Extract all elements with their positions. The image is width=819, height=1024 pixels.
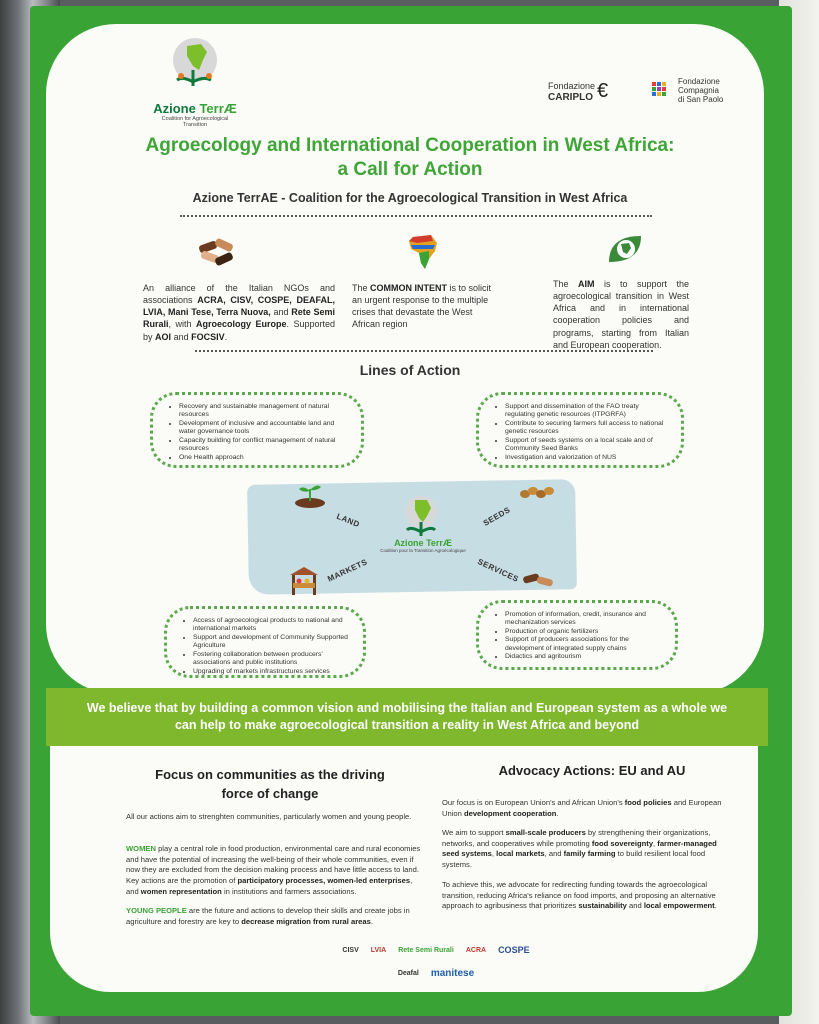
- hands-icon: [192, 232, 242, 272]
- alliance-text: [143, 282, 335, 343]
- women-text-3: in institutions and farmers associations.: [223, 886, 357, 896]
- women-bold-1: participatory processes, women-led enterprises: [237, 875, 411, 885]
- focus-heading-line-2: force of change: [221, 785, 319, 801]
- adv-p2-h: local markets: [496, 849, 545, 859]
- alliance-p3: , with: [168, 319, 192, 330]
- adv-p3-e: .: [714, 901, 717, 911]
- adv-p2-b: small-scale producers: [505, 828, 586, 837]
- intent-bold: COMMON INTENT: [370, 283, 448, 293]
- poster-title: [120, 134, 700, 182]
- logo-subtitle: Coalition for Agroecological Transition: [161, 116, 229, 128]
- action-item: • Investigation and valorization of NUS: [505, 454, 669, 462]
- adv-p2-d: food sovereignty: [591, 838, 654, 848]
- adv-p2-f: farmer-managed seed systems: [442, 838, 717, 859]
- action-item: • Support of producers associations for the development of integrated supply chains: [505, 636, 663, 653]
- women-bold-2: women representation: [140, 886, 222, 896]
- services-actions-pill: [476, 600, 678, 670]
- sponsor-compagnia-line2: Compagnia: [678, 85, 719, 95]
- action-item: • Development of inclusive and accountable land and water governance tools: [179, 420, 349, 437]
- aim-bold: AIM: [578, 279, 595, 289]
- globe-leaf-icon: [604, 230, 646, 270]
- adv-p1-b: food policies: [624, 798, 672, 807]
- center-tree-icon: [394, 494, 448, 538]
- focus-intro: All our actions aim to strenghten communities, particularly women and young people.: [126, 812, 412, 821]
- markets-actions-list: [183, 617, 351, 676]
- center-logo-name-1: Azione: [394, 538, 424, 548]
- action-item: • One Health approach: [179, 454, 349, 462]
- partner-lvia: LVIA: [370, 946, 387, 954]
- map-label-seeds: SEEDS: [481, 505, 512, 528]
- alliance-rsr: Rete Semi Rurali: [143, 307, 335, 330]
- markets-actions-pill: [164, 606, 366, 678]
- adv-p2-j: family farming: [563, 849, 616, 859]
- sponsor-cariplo-line1: Fondazione: [548, 81, 596, 91]
- cariplo-mark-icon: €: [597, 80, 609, 102]
- title-line-2: a Call for Action: [337, 158, 483, 180]
- azione-terrae-logo: [150, 36, 240, 126]
- adv-p1-c: and European Union: [442, 798, 722, 818]
- adv-p1-a: Our focus is on European Union's and African Union's: [442, 798, 623, 807]
- adv-p3-d: local empowerment: [643, 901, 715, 911]
- alliance-p2: and: [273, 307, 289, 318]
- alliance-p6: .: [224, 331, 228, 342]
- adv-p2-i: , and: [544, 849, 562, 859]
- seeds-actions-list: [495, 403, 669, 462]
- sprout-soil-icon: [292, 480, 328, 510]
- aim-text: [553, 278, 689, 351]
- alliance-orgs: ACRA, CISV, COSPE, DEAFAL, LVIA, Mani Tese, Terra Nuova,: [143, 295, 335, 318]
- sponsor-compagnia: [678, 78, 723, 104]
- seeds-icon: [518, 482, 558, 502]
- young-label: YOUNG PEOPLE: [126, 906, 187, 915]
- advocacy-heading: Advocacy Actions: EU and AU: [498, 763, 686, 778]
- alliance-focsiv: FOCSIV: [191, 331, 225, 342]
- action-item: • Fostering collaboration between producers' associations and public institutions: [193, 651, 351, 668]
- center-logo: [380, 538, 466, 553]
- adv-p1-d: development cooperation: [463, 808, 557, 818]
- aim-p1: The: [553, 279, 569, 289]
- action-item: • Support of seeds systems on a local scale and of Community Seed Banks: [505, 437, 669, 454]
- aim-p2: is to support the agroecological transition in West Africa and in international cooperation policies and programs, starting from Italian and European cooperation.: [553, 279, 689, 350]
- services-hands-icon: [520, 568, 556, 592]
- divider-middle: [195, 350, 653, 352]
- map-label-services: SERVICES: [476, 557, 521, 584]
- young-bold: decrease migration from rural areas: [241, 916, 371, 926]
- lines-of-action-title: Lines of Action: [359, 362, 461, 378]
- sponsor-compagnia-line1: Fondazione: [678, 77, 720, 86]
- action-item: • Support and dissemination of the FAO treaty regulating genetic resources (ITPGRFA): [505, 403, 669, 420]
- adv-p3-c: and: [629, 901, 642, 911]
- adv-p2-c: by strengthening their organizations, networks, and cooperatives while promoting: [442, 828, 711, 848]
- partner-acra: ACRA: [465, 946, 487, 954]
- action-item: • Contribute to securing farmers full access to national genetic resources: [505, 420, 669, 437]
- action-item: • Production of organic fertilizers: [505, 628, 663, 636]
- compagnia-mark-icon: [652, 82, 666, 96]
- action-item: • Capacity building for conflict management of natural resources: [179, 437, 349, 454]
- partner-cisv: CISV: [342, 946, 359, 954]
- sponsor-cariplo: [548, 82, 595, 103]
- advocacy-paragraph-1: [442, 798, 726, 819]
- center-logo-name-2: TerrÆ: [426, 538, 452, 548]
- partner-deafal: Deafal: [397, 969, 419, 977]
- adv-p1-e: .: [556, 808, 559, 818]
- alliance-p4: . Supported by: [143, 319, 335, 342]
- partner-manitese: manitese: [430, 967, 475, 979]
- land-actions-pill: [150, 392, 364, 468]
- market-stall-icon: [286, 564, 322, 598]
- focus-heading: [130, 766, 410, 804]
- title-line-1: Agroecology and International Cooperation in West Africa:: [145, 135, 675, 156]
- women-label: WOMEN: [126, 844, 156, 853]
- adv-p2-g: ,: [491, 849, 494, 859]
- advocacy-paragraph-2: [442, 828, 726, 871]
- focus-women-paragraph: [126, 844, 422, 897]
- advocacy-paragraph-3: [442, 880, 726, 912]
- seeds-actions-pill: [476, 392, 684, 468]
- map-label-land: LAND: [335, 511, 362, 530]
- intent-p2: is to solicit an urgent response to the multiple crises that devastate the West African region: [352, 283, 492, 330]
- action-item: • Promotion of information, credit, insurance and mechanization services: [505, 611, 663, 628]
- action-item: • Didactics and agritourism: [505, 653, 663, 661]
- action-item: • Recovery and sustainable management of natural resources: [179, 403, 349, 420]
- partner-rsr: Rete Semi Rurali: [398, 946, 454, 954]
- sponsor-compagnia-line3: di San Paolo: [678, 94, 724, 104]
- center-logo-subtitle: Coalition pour la Transition Agroécologique: [380, 548, 466, 553]
- alliance-ae: Agroecology Europe: [195, 319, 287, 330]
- sponsor-cariplo-line2: CARIPLO: [548, 91, 593, 103]
- young-text: are the future and actions to develop their skills and create jobs in agriculture and forestry are key to: [126, 906, 410, 926]
- intent-text: [352, 282, 502, 331]
- adv-p2-k: to build resilient local food systems.: [442, 849, 706, 869]
- action-item: • Access of agroecological products to national and international markets: [193, 617, 351, 634]
- vision-banner-text: We believe that by building a common vision and mobilising the Italian and European system as a whole we can help to make agroecological transition a reality in West Africa and beyond: [86, 701, 728, 732]
- action-item: • Upgrading of markets infrastructures services: [193, 668, 351, 676]
- young-end: .: [370, 916, 373, 926]
- land-actions-list: [169, 403, 349, 462]
- adv-p3-a: To achieve this, we advocate for redirecting funding towards the agroecological transition, reducing Africa's reliance on food imports, and proposing an alternative approach to agribusiness that prioritizes: [442, 880, 716, 911]
- vision-banner: [46, 688, 768, 746]
- alliance-p5: and: [173, 331, 189, 342]
- adv-p2-e: ,: [653, 838, 656, 848]
- divider-top: [180, 215, 652, 217]
- action-item: • Support and development of Community Supported Agriculture: [193, 634, 351, 651]
- services-actions-list: [495, 611, 663, 662]
- alliance-p1: An alliance of the Italian NGOs and associations: [143, 283, 335, 306]
- focus-heading-line-1: Focus on communities as the driving: [155, 767, 385, 782]
- women-text: play a central role in food production, environmental care and rural economies and have the potential of increasing the well-being of their whole communities, even if now they are excluded from the decision making process and have little access to land. Key actions are the promotion of: [126, 844, 421, 885]
- africa-map-icon: [404, 232, 444, 272]
- poster-subtitle: Azione TerrAE - Coalition for the Agroecological Transition in West Africa: [192, 191, 628, 205]
- adv-p2-a: We aim to support: [442, 828, 504, 837]
- logo-name-1: Azione: [153, 101, 196, 116]
- partner-logos: [336, 940, 536, 984]
- intent-p1: The: [352, 283, 368, 293]
- partner-cospe: COSPE: [498, 945, 530, 956]
- women-text-2: , and: [126, 875, 413, 896]
- focus-young-paragraph: [126, 906, 422, 927]
- logo-name-2: TerrÆ: [199, 101, 237, 116]
- adv-p3-b: sustainability: [578, 901, 627, 911]
- alliance-aoi: AOI: [155, 331, 172, 342]
- map-label-markets: MARKETS: [326, 557, 369, 584]
- tree-africa-icon: [165, 36, 225, 94]
